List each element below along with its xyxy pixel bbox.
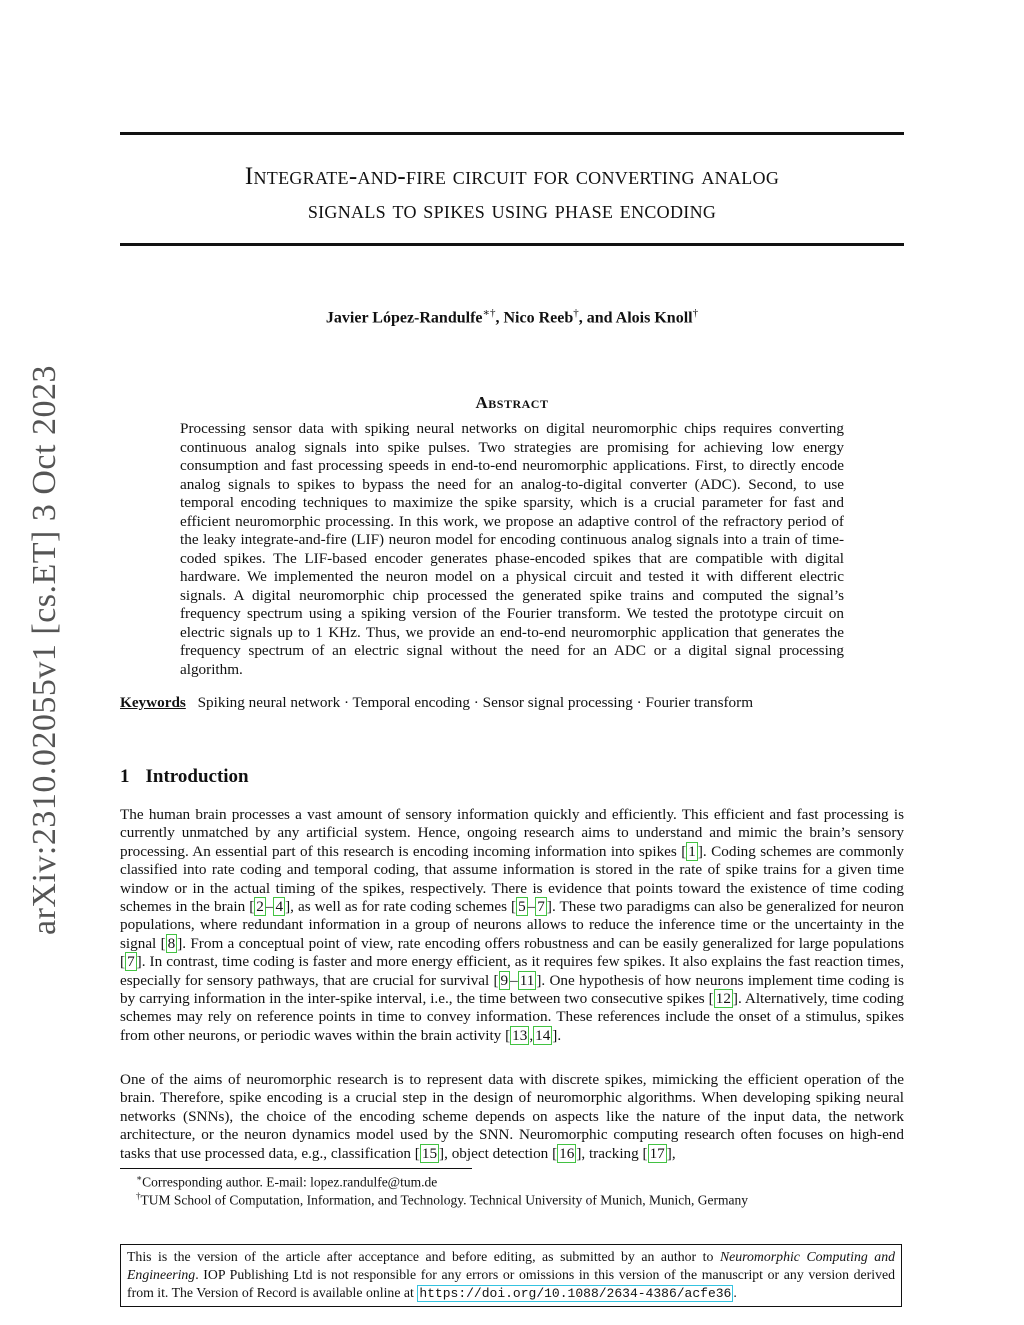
body-text: ]. In contrast, time coding is faster and more energy efficient, as it requires few spikes. It also explains the fast reaction times, especially for sensory pathways, that are crucial for survival [	[120, 953, 904, 989]
citation-link[interactable]: 12	[715, 990, 731, 1008]
citation-link[interactable]: 4	[275, 898, 284, 916]
title-bottom-rule	[120, 243, 904, 246]
body-text: ].	[552, 1026, 562, 1044]
section-heading	[120, 766, 249, 788]
citation-link[interactable]: 7	[127, 953, 135, 971]
title-top-rule	[120, 132, 904, 135]
body-text: The human brain processes a vast amount of sensory information quickly and efficiently. This efficient and fast processing is currently unmatched by any artificial system. Hence, ongoing research aims to understand and mimic the brain’s sensory processing. An essential part of this research is encoding incoming information into spikes [	[120, 806, 904, 860]
author-separator: ,	[495, 309, 504, 327]
author-name: Nico Reeb	[503, 309, 574, 327]
author-separator: , and	[578, 309, 616, 327]
section-number: 1	[120, 766, 130, 787]
author-list	[120, 306, 904, 327]
body-text: One of the aims of neuromorphic research is to represent data with discrete spikes, mimicking the efficient operation of the brain. Therefore, spike encoding is a crucial step in the design of neuromorphic algorithms. When developing spiking neural networks (SNNs), the choice of the encoding scheme depends on aspects like the nature of the input data, the network architecture, or the neuron dynamics model used by the SNN. Neuromorphic computing research often focuses on high-end tasks that use processed data, e.g., classification [	[120, 1071, 904, 1162]
intro-paragraph-2	[120, 1071, 904, 1163]
body-text: –	[265, 898, 274, 916]
notice-text: This is the version of the article after acceptance and before editing, as submitted by an author to	[127, 1249, 720, 1264]
footnote-rule	[120, 1168, 472, 1169]
body-text: ]. Alternatively, time coding schemes may rely on reference points in time to convey information. These references include the onset of a stimulus, spikes from other neurons, or periodic waves within the brain activity [	[120, 990, 904, 1044]
footnote-affiliation	[136, 1191, 748, 1209]
keywords-text: Spiking neural network · Temporal encoding · Sensor signal processing · Fourier transform	[197, 694, 754, 711]
citation-link[interactable]: 1	[688, 842, 696, 860]
body-text: –	[527, 898, 536, 916]
keywords-label: Keywords	[120, 694, 186, 711]
abstract-heading: Abstract	[475, 393, 549, 412]
author-affiliation-mark: ∗†	[482, 307, 496, 319]
arxiv-sidebar	[20, 365, 70, 935]
author-affiliation-mark: †	[573, 307, 579, 319]
citation-link[interactable]: 13	[512, 1026, 528, 1044]
body-text: ], tracking [	[576, 1144, 648, 1162]
title-line-1: Integrate-and-fire circuit for converting analog	[244, 163, 780, 190]
body-text: ]. Coding schemes are commonly classified into rate coding and temporal coding, that assume information is stored in the rate of spike trains for a given time window or in the actual timing of the spikes, respectively. There is evidence that points toward the existence of time coding schemes in the brain [	[120, 842, 905, 916]
citation-link[interactable]: 9	[500, 971, 509, 989]
paper-title	[120, 160, 904, 228]
citation-link[interactable]: 14	[535, 1026, 551, 1044]
citation-link[interactable]: 5	[518, 898, 526, 916]
abstract-text: Processing sensor data with spiking neural networks on digital neuromorphic chips requires converting continuous analog signals into spike pulses. Two strategies are promising for achieving low energy consumption and fast processing speeds in end-to-end neuromorphic applications. First, to directly encode analog signals to spikes to bypass the need for an analog-to-digital converter (ADC). Second, to use temporal encoding techniques to maximize the spike sparsity, which is a crucial parameter for fast and efficient neuromorphic processing. In this work, we propose an adaptive control of the refractory period of the leaky integrate-and-fire (LIF) neuron model for encoding continuous analog signals into a train of time-coded spikes. The LIF-based encoder generates phase-encoded spikes that are compatible with digital hardware. We implemented the neuron model on a physical circuit and tested it with different electric signals. A digital neuromorphic chip processed the generated spike trains and computed the signal’s frequency spectrum using a spiking version of the Fourier transform. We tested the prototype circuit on electric signals up to 1 KHz. Thus, we provide an end-to-end neuromorphic application that generates the frequency spectrum of an electric signal without the need for an ADC or a digital signal processing algorithm.	[180, 420, 844, 678]
section-title: Introduction	[145, 766, 249, 787]
footnote-mark: †	[136, 1191, 141, 1201]
body-text: ], as well as for rate coding schemes [	[285, 898, 517, 916]
citation-link[interactable]: 15	[421, 1144, 438, 1162]
citation-link[interactable]: 8	[167, 934, 176, 952]
publication-notice-box	[120, 1244, 902, 1307]
footnote-corresponding-author	[136, 1173, 437, 1191]
keywords-line	[120, 694, 904, 712]
body-text: ,	[529, 1026, 534, 1044]
journal-name: Neuromorphic Computing and Engineering	[127, 1249, 895, 1282]
footnote-text: TUM School of Computation, Information, and Technology. Technical University of Munich, Munich, Germany	[140, 1192, 748, 1208]
notice-text: .	[733, 1285, 737, 1300]
body-text: ],	[666, 1144, 676, 1162]
footnote-text: Corresponding author. E-mail: lopez.randulfe@tum.de	[142, 1174, 438, 1190]
body-text: ], object detection [	[439, 1144, 558, 1162]
citation-link[interactable]: 17	[649, 1144, 665, 1162]
author-affiliation-mark: †	[692, 307, 699, 319]
body-text: ]. From a conceptual point of view, rate encoding offers robustness and can be easily generalized for large populations [	[120, 934, 904, 971]
notice-text: . IOP Publishing Ltd is not responsible for any errors or omissions in this version of the manuscript or any version derived from it. The Version of Record is available online at	[127, 1267, 895, 1300]
author-name: Javier López-Randulfe	[325, 309, 483, 327]
citation-link[interactable]: 7	[537, 898, 545, 916]
intro-paragraph-1	[120, 806, 904, 1045]
body-text: ]. These two paradigms can also be generalized for neuron populations, where redundant information in a group of neurons allows to reduce the inference time or the uncertainty in the signal [	[120, 898, 904, 952]
citation-link[interactable]: 2	[256, 898, 264, 916]
footnote-mark: ∗	[136, 1173, 143, 1183]
title-line-2: signals to spikes using phase encoding	[307, 197, 717, 224]
doi-link[interactable]: https://doi.org/10.1088/2634-4386/acfe36	[419, 1286, 732, 1301]
body-text: ]. One hypothesis of how neurons implement time coding is by carrying information in the inter-spike interval, i.e., the time between two consecutive spikes [	[120, 971, 904, 1008]
citation-link[interactable]: 11	[519, 971, 535, 989]
arxiv-identifier: arXiv:2310.02055v1 [cs.ET] 3 Oct 2023	[26, 365, 63, 935]
body-text: –	[510, 971, 518, 989]
citation-link[interactable]: 16	[559, 1144, 575, 1162]
author-name: Alois Knoll	[615, 309, 693, 327]
